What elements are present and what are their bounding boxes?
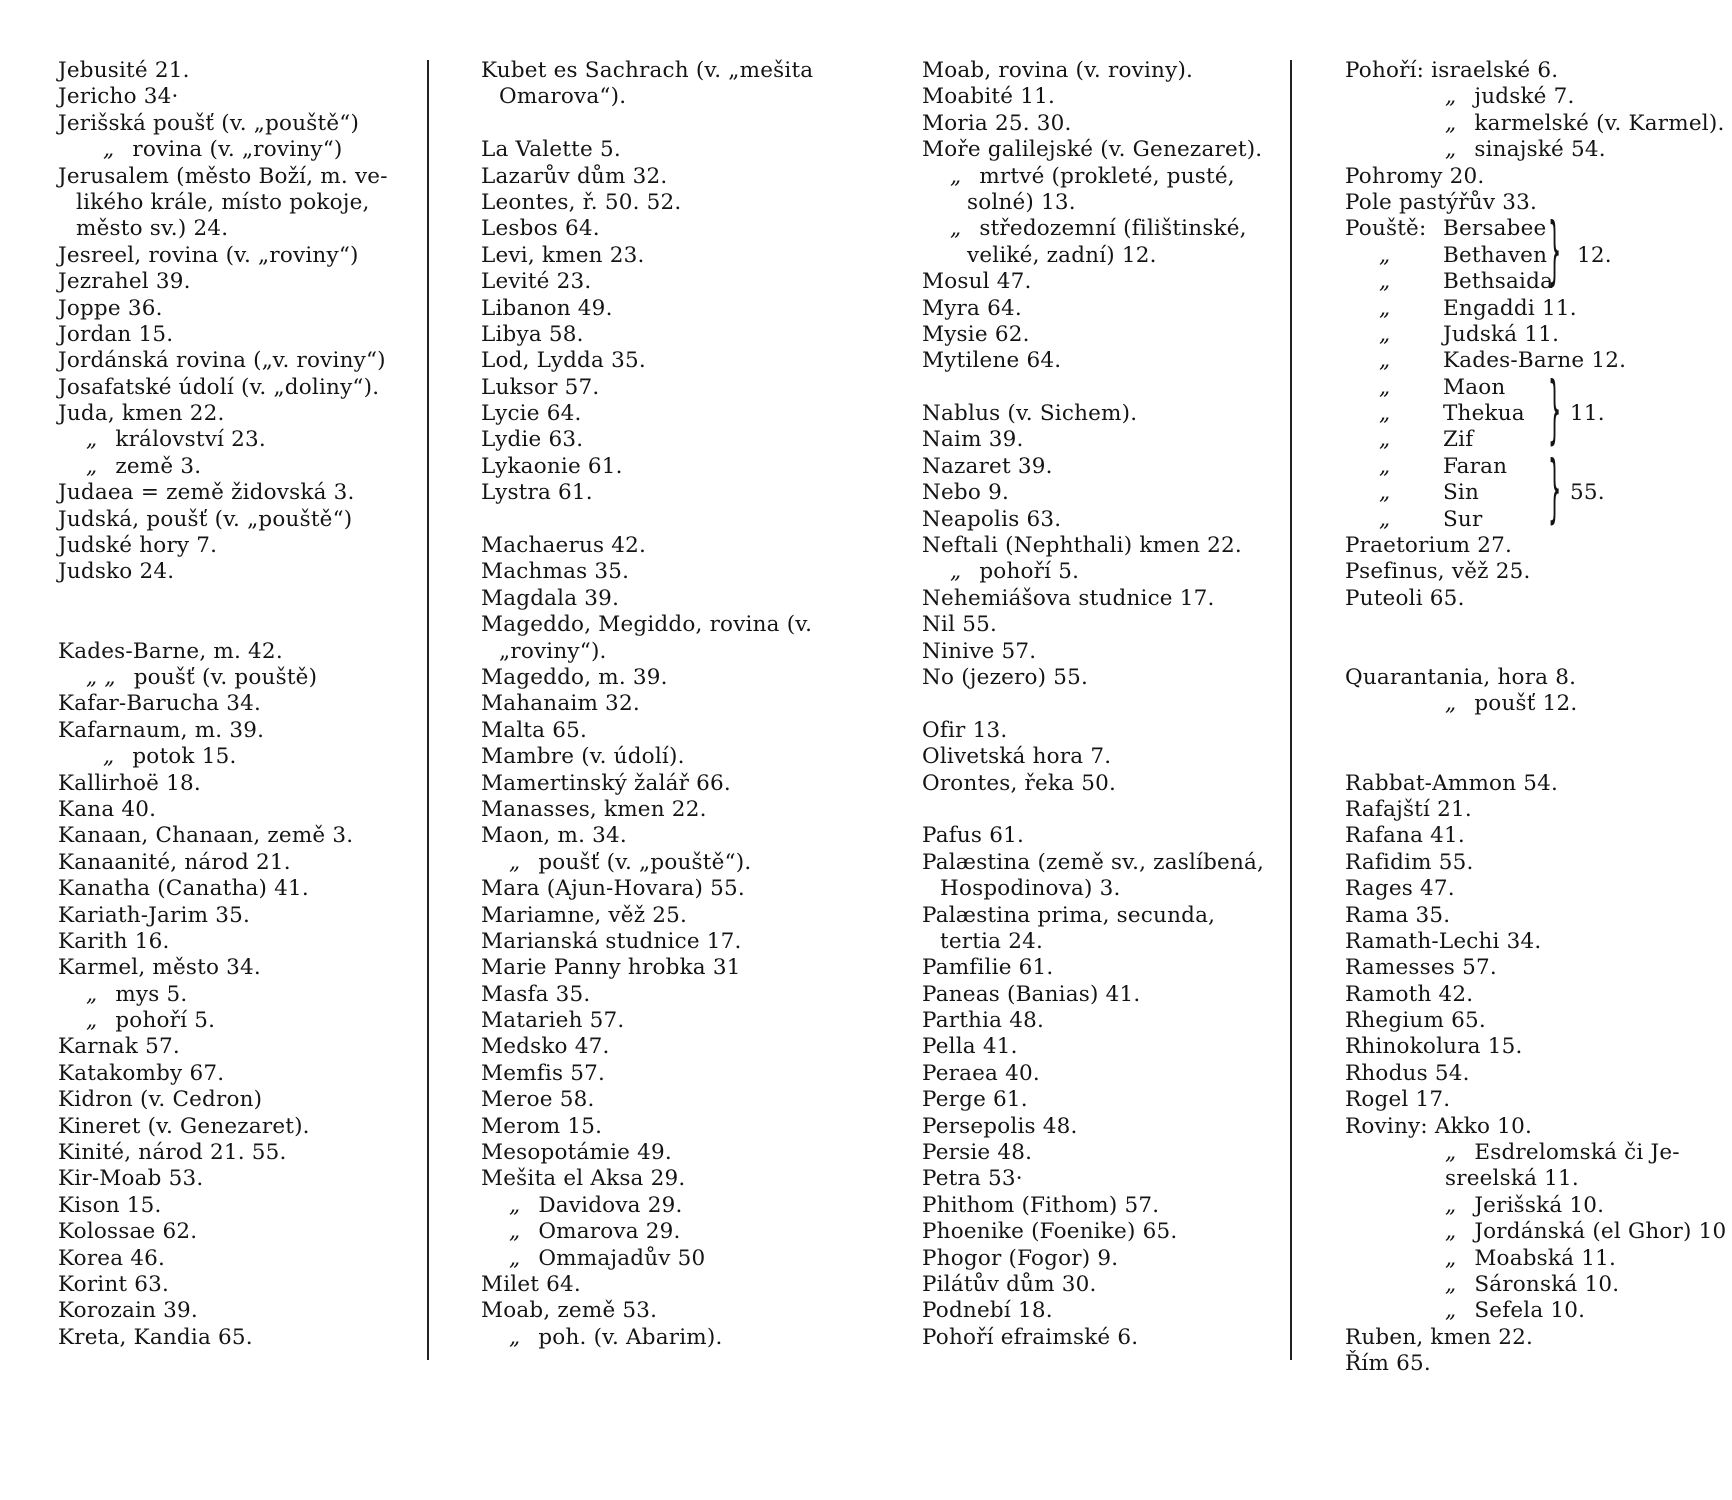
index-entry-text: karmelské (v. Karmel).	[1474, 110, 1725, 136]
index-entry-text: Judská 11.	[1443, 321, 1560, 347]
index-entry-text: Zif	[1443, 427, 1474, 453]
ditto-mark: „	[1379, 427, 1391, 453]
index-entry: Kanaan, Chanaan, země 3.	[58, 823, 354, 849]
index-entry: Řím 65.	[1345, 1351, 1431, 1377]
index-entry: Rafana 41.	[1345, 823, 1465, 849]
index-entry: Myra 64.	[922, 295, 1022, 321]
index-entry	[1345, 216, 1725, 242]
index-entry	[1345, 348, 1725, 374]
index-column-3	[922, 58, 1292, 1351]
index-entry	[1345, 480, 1725, 506]
index-entry: Judské hory 7.	[58, 533, 218, 559]
index-entry: Jezrahel 39.	[58, 269, 191, 295]
index-entry: Levi, kmen 23.	[481, 242, 645, 268]
index-entry: Jesreel, rovina (v. „roviny“)	[58, 242, 359, 268]
index-entry	[1345, 401, 1725, 427]
index-entry: Karnak 57.	[58, 1034, 180, 1060]
index-entry: Nazaret 39.	[922, 453, 1053, 479]
ditto-mark: „	[1445, 1140, 1457, 1166]
index-entry: Mamertinský žalář 66.	[481, 770, 731, 796]
index-entry: Psefinus, věž 25.	[1345, 559, 1531, 585]
index-entry: Pamfilie 61.	[922, 955, 1054, 981]
index-block-pouste	[1345, 210, 1725, 534]
index-entry-text: Hospodinova) 3.	[940, 876, 1121, 902]
index-entry: Merom 15.	[481, 1113, 603, 1139]
index-entry: Levité 23.	[481, 269, 592, 295]
index-entry-text: poušť (v. pouště)	[133, 664, 318, 690]
index-entry: Ninive 57.	[922, 638, 1037, 664]
index-entry: Judsko 24.	[58, 559, 175, 585]
index-entry: Jebusité 21.	[58, 58, 190, 83]
index-entry-text: země 3.	[115, 453, 202, 479]
index-entry: Josafatské údolí (v. „doliny“).	[58, 374, 380, 400]
index-entry	[922, 929, 1292, 955]
index-entry-text: poušť (v. „pouště“).	[538, 849, 752, 875]
index-entry	[922, 190, 1292, 216]
ditto-mark: „	[86, 981, 98, 1007]
index-entry	[922, 164, 1292, 190]
index-entry-text: Maon	[1443, 374, 1506, 400]
index-entry: Moab, země 53.	[481, 1298, 658, 1324]
index-entry-text: judské 7.	[1474, 84, 1575, 110]
index-entry: Lod, Lydda 35.	[481, 348, 646, 374]
ditto-mark: „	[1379, 348, 1391, 374]
index-entry: Kafarnaum, m. 39.	[58, 717, 265, 743]
index-entry	[58, 216, 418, 242]
index-entry: Masfa 35.	[481, 981, 591, 1007]
index-entry: La Valette 5.	[481, 137, 621, 163]
ditto-mark: „	[509, 1192, 521, 1218]
index-entry: Nablus (v. Sichem).	[922, 401, 1138, 427]
index-entry	[1345, 1193, 1725, 1219]
index-entry: Kades-Barne, m. 42.	[58, 638, 283, 664]
index-entry-text: mrtvé (prokleté, pusté,	[979, 163, 1235, 189]
ditto-mark: „	[509, 1219, 521, 1245]
index-entry-text: Ommajadův 50	[538, 1245, 706, 1271]
index-entry: Kir-Moab 53.	[58, 1166, 204, 1192]
index-entry-text: Omarova“).	[499, 84, 627, 110]
index-entry: Mageddo, Megiddo, rovina (v.	[481, 612, 813, 638]
blank-line	[1345, 639, 1725, 665]
blank-line	[481, 507, 853, 533]
index-entry: Juda, kmen 22.	[58, 401, 225, 427]
index-entry: Persepolis 48.	[922, 1113, 1078, 1139]
index-column-1	[58, 58, 418, 1351]
brace-page-ref: 11.	[1570, 401, 1605, 427]
index-entry: Puteoli 65.	[1345, 585, 1465, 611]
index-entry	[1345, 375, 1725, 401]
index-entry: Katakomby 67.	[58, 1060, 225, 1086]
index-entry	[1345, 243, 1725, 269]
ditto-mark: „	[1445, 1245, 1457, 1271]
index-entry: Marianská studnice 17.	[481, 928, 742, 954]
index-entry	[1345, 691, 1725, 717]
index-entry: Rogel 17.	[1345, 1087, 1451, 1113]
index-entry: No (jezero) 55.	[922, 664, 1089, 690]
index-entry: Paneas (Banias) 41.	[922, 981, 1141, 1007]
index-entry-text: likého krále, místo pokoje,	[76, 189, 370, 215]
index-entry: Maon, m. 34.	[481, 823, 627, 849]
index-entry	[922, 559, 1292, 585]
index-entry: Magdala 39.	[481, 585, 620, 611]
index-entry	[481, 1219, 853, 1245]
index-entry-text: Jordánská (el Ghor) 10	[1474, 1219, 1727, 1245]
index-entry: Phithom (Fithom) 57.	[922, 1192, 1160, 1218]
blank-line	[58, 586, 418, 612]
ditto-mark: „	[1445, 137, 1457, 163]
blank-line	[1345, 718, 1725, 744]
index-entry	[1345, 1298, 1725, 1324]
index-entry: Rabbat-Ammon 54.	[1345, 770, 1559, 796]
index-entry	[481, 850, 853, 876]
column-divider	[1290, 60, 1292, 1360]
index-entry	[922, 216, 1292, 242]
index-entry: Meroe 58.	[481, 1087, 595, 1113]
index-entry-text: veliké, zadní) 12.	[967, 242, 1157, 268]
index-entry: Quarantania, hora 8.	[1345, 664, 1577, 690]
index-block-p-r	[1345, 533, 1725, 1378]
index-entry: Mageddo, m. 39.	[481, 664, 668, 690]
ditto-mark: „	[509, 1324, 521, 1350]
index-entry	[1345, 1219, 1725, 1245]
index-entry-text: solné) 13.	[967, 189, 1076, 215]
index-entry-text: Bethsaida	[1443, 269, 1554, 295]
index-entry: Lazarův dům 32.	[481, 163, 668, 189]
index-entry: Kinité, národ 21. 55.	[58, 1140, 287, 1166]
index-entry: Pafus 61.	[922, 823, 1024, 849]
index-entry	[1345, 507, 1725, 533]
ditto-mark: „	[86, 427, 98, 453]
index-entry: Rafidim 55.	[1345, 849, 1474, 875]
blank-line	[1345, 612, 1725, 638]
index-entry: Ofir 13.	[922, 717, 1008, 743]
index-entry: Moře galilejské (v. Genezaret).	[922, 137, 1263, 163]
index-entry: Judská, poušť (v. „pouště“)	[58, 506, 353, 532]
ditto-mark: „	[1379, 453, 1391, 479]
brace-glyph: }	[1548, 448, 1562, 534]
index-entry	[1345, 296, 1725, 322]
index-entry: Rhinokolura 15.	[1345, 1034, 1523, 1060]
ditto-mark: „	[1445, 1271, 1457, 1297]
index-entry-text: Thekua	[1443, 401, 1525, 427]
index-entry	[481, 1193, 853, 1219]
ditto-mark: „	[1379, 374, 1391, 400]
index-entry: Kallirhoë 18.	[58, 770, 201, 796]
ditto-mark: „	[1379, 321, 1391, 347]
index-entry: Pohromy 20.	[1345, 163, 1485, 189]
index-entry: Karmel, město 34.	[58, 955, 261, 981]
index-entry: Rhegium 65.	[1345, 1008, 1486, 1034]
index-entry: Petra 53·	[922, 1166, 1023, 1192]
brace-glyph: }	[1548, 369, 1562, 454]
index-entry	[58, 665, 418, 691]
index-entry: Mariamne, věž 25.	[481, 902, 688, 928]
index-entry: Moab, rovina (v. roviny).	[922, 58, 1194, 83]
blank-line	[922, 691, 1292, 717]
index-entry-text: rovina (v. „roviny“)	[132, 137, 343, 163]
index-entry: Jerusalem (město Boží, m. ve-	[58, 163, 388, 189]
index-entry-text: království 23.	[115, 427, 266, 453]
index-entry: Kana 40.	[58, 796, 157, 822]
index-entry: Mesopotámie 49.	[481, 1140, 672, 1166]
blank-line	[922, 375, 1292, 401]
index-entry-text: pohoří 5.	[115, 1008, 216, 1034]
blank-line	[58, 612, 418, 638]
index-entry: Moabité 11.	[922, 84, 1056, 110]
brace-page-ref: 55.	[1570, 480, 1605, 506]
index-entry-text: mys 5.	[115, 981, 188, 1007]
index-entry	[1345, 111, 1725, 137]
index-entry: Kidron (v. Cedron)	[58, 1087, 263, 1113]
blank-line	[922, 797, 1292, 823]
blank-line	[481, 111, 853, 137]
brace-glyph: }	[1548, 210, 1562, 296]
index-entry: Ramoth 42.	[1345, 981, 1474, 1007]
ditto-mark: „	[1445, 84, 1457, 110]
index-entry: Neftali (Nephthali) kmen 22.	[922, 533, 1242, 559]
index-entry: Machaerus 42.	[481, 533, 647, 559]
index-entry: Machmas 35.	[481, 559, 630, 585]
index-entry: Kariath-Jarim 35.	[58, 902, 251, 928]
index-entry: Jordan 15.	[58, 321, 174, 347]
index-entry-text: Bersabee	[1443, 216, 1547, 242]
index-entry: Olivetská hora 7.	[922, 744, 1112, 770]
index-entry-text: Moabská 11.	[1474, 1245, 1616, 1271]
column-divider	[427, 60, 429, 1360]
ditto-mark: „	[1379, 269, 1391, 295]
index-block-pohori	[1345, 58, 1725, 216]
index-entry: Naim 39.	[922, 427, 1024, 453]
index-entry: Korint 63.	[58, 1271, 170, 1297]
index-entry	[58, 982, 418, 1008]
index-entry-text: Faran	[1443, 453, 1508, 479]
index-entry: Ramath-Lechi 34.	[1345, 928, 1542, 954]
index-entry-text: Omarova 29.	[538, 1219, 681, 1245]
index-entry	[1345, 1272, 1725, 1298]
index-entry: Parthia 48.	[922, 1008, 1045, 1034]
index-entry: Rafajští 21.	[1345, 796, 1472, 822]
index-entry: Pohoří efraimské 6.	[922, 1324, 1139, 1350]
brace-page-ref: 12.	[1577, 242, 1612, 268]
index-entry-text: Kades-Barne 12.	[1443, 348, 1627, 374]
index-entry-text: Sin	[1443, 480, 1480, 506]
index-entry: Nebo 9.	[922, 480, 1009, 506]
index-entry: Manasses, kmen 22.	[481, 796, 707, 822]
index-entry	[481, 1325, 853, 1351]
index-entry: Mosul 47.	[922, 269, 1032, 295]
ditto-mark: „	[509, 849, 521, 875]
index-entry	[481, 1246, 853, 1272]
ditto-mark: „	[950, 163, 962, 189]
index-entry: Joppe 36.	[58, 295, 163, 321]
index-entry: Jordánská rovina („v. roviny“)	[58, 348, 386, 374]
index-entry: Palæstina prima, secunda,	[922, 902, 1216, 928]
ditto-mark: „ „	[86, 664, 116, 690]
index-column-4	[1345, 58, 1725, 1378]
index-entry-text: Bethaven	[1443, 242, 1548, 268]
index-entry: Kolossae 62.	[58, 1219, 198, 1245]
index-entry: Moria 25. 30.	[922, 110, 1072, 136]
index-entry: Leontes, ř. 50. 52.	[481, 189, 682, 215]
index-entry: Karith 16.	[58, 928, 170, 954]
index-entry: Matarieh 57.	[481, 1008, 625, 1034]
index-entry: Mahanaim 32.	[481, 691, 640, 717]
index-entry: Mysie 62.	[922, 321, 1030, 347]
index-entry	[58, 454, 418, 480]
index-entry: Korea 46.	[58, 1245, 166, 1271]
index-entry	[922, 243, 1292, 269]
index-entry: Phogor (Fogor) 9.	[922, 1245, 1119, 1271]
index-entry: Lesbos 64.	[481, 216, 600, 242]
index-entry: Pilátův dům 30.	[922, 1271, 1097, 1297]
index-entry: Perge 61.	[922, 1087, 1028, 1113]
index-entry	[922, 876, 1292, 902]
index-entry: Kanaanité, národ 21.	[58, 849, 291, 875]
index-entry-text: „roviny“).	[499, 638, 607, 664]
index-entry: Mara (Ajun-Hovara) 55.	[481, 876, 745, 902]
index-entry-text: tertia 24.	[940, 928, 1044, 954]
index-entry	[1345, 1166, 1725, 1192]
index-entry: Persie 48.	[922, 1140, 1033, 1166]
index-entry: Kubet es Sachrach (v. „mešita	[481, 58, 814, 83]
index-entry	[58, 744, 418, 770]
index-entry	[1345, 427, 1725, 453]
index-entry: Nehemiášova studnice 17.	[922, 585, 1215, 611]
index-entry	[58, 1008, 418, 1034]
ditto-mark: „	[1379, 242, 1391, 268]
index-entry	[481, 639, 853, 665]
ditto-mark: „	[1445, 1298, 1457, 1324]
index-entry	[58, 427, 418, 453]
ditto-mark: „	[509, 1245, 521, 1271]
index-entry-text: potok 15.	[132, 744, 237, 770]
index-entry-text: sreelská 11.	[1445, 1166, 1579, 1192]
index-entry: Praetorium 27.	[1345, 533, 1513, 559]
index-entry-text: Esdrelomská či Je-	[1474, 1140, 1680, 1166]
index-entry: Pohoří: israelské 6.	[1345, 58, 1559, 83]
index-entry: Kanatha (Canatha) 41.	[58, 876, 309, 902]
index-entry: Medsko 47.	[481, 1034, 610, 1060]
index-entry: Memfis 57.	[481, 1060, 606, 1086]
index-entry-text: Sefela 10.	[1474, 1298, 1586, 1324]
index-entry: Malta 65.	[481, 717, 587, 743]
index-entry: Luksor 57.	[481, 374, 600, 400]
index-entry-text: sinajské 54.	[1474, 137, 1606, 163]
ditto-mark: „	[1379, 506, 1391, 532]
index-entry	[1345, 1140, 1725, 1166]
ditto-mark: „	[103, 137, 115, 163]
index-entry	[1345, 137, 1725, 163]
index-entry: Libya 58.	[481, 321, 584, 347]
index-entry-text: Jerišská 10.	[1474, 1192, 1605, 1218]
index-entry: Korozain 39.	[58, 1298, 198, 1324]
ditto-mark: „	[86, 453, 98, 479]
ditto-mark: „	[1379, 295, 1391, 321]
index-entry-text: město sv.) 24.	[76, 216, 229, 242]
index-entry: Neapolis 63.	[922, 506, 1062, 532]
ditto-mark: „	[86, 1008, 98, 1034]
index-entry: Lydie 63.	[481, 427, 584, 453]
index-entry: Jericho 34·	[58, 84, 179, 110]
ditto-mark: „	[1445, 691, 1457, 717]
index-entry	[1345, 454, 1725, 480]
index-entry	[481, 84, 853, 110]
index-entry: Lycie 64.	[481, 401, 582, 427]
index-entry: Marie Panny hrobka 31	[481, 955, 741, 981]
index-entry: Pella 41.	[922, 1034, 1018, 1060]
ditto-mark: „	[1379, 480, 1391, 506]
index-entry: Kreta, Kandia 65.	[58, 1324, 253, 1350]
index-entry: Kison 15.	[58, 1192, 162, 1218]
index-entry: Kafar-Barucha 34.	[58, 691, 262, 717]
index-entry: Podnebí 18.	[922, 1298, 1053, 1324]
index-entry: Judaea = země židovská 3.	[58, 480, 355, 506]
ditto-mark: „	[103, 744, 115, 770]
index-entry	[1345, 269, 1725, 295]
ditto-mark: „	[1445, 110, 1457, 136]
index-entry: Milet 64.	[481, 1271, 581, 1297]
index-entry: Pole pastýřův 33.	[1345, 189, 1538, 215]
index-entry: Rama 35.	[1345, 902, 1451, 928]
index-entry: Mešita el Aksa 29.	[481, 1166, 686, 1192]
index-entry: Palæstina (země sv., zaslíbená,	[922, 849, 1265, 875]
index-entry-text: poh. (v. Abarim).	[538, 1324, 723, 1350]
index-entry	[58, 137, 418, 163]
index-entry-text: Davidova 29.	[538, 1192, 683, 1218]
index-entry: Rages 47.	[1345, 876, 1455, 902]
index-entry: Mytilene 64.	[922, 348, 1062, 374]
index-entry: Roviny: Akko 10.	[1345, 1113, 1532, 1139]
index-entry	[58, 190, 418, 216]
ditto-mark: „	[1445, 1192, 1457, 1218]
entry-heading: Pouště:	[1345, 216, 1427, 242]
ditto-mark: „	[950, 559, 962, 585]
index-entry: Orontes, řeka 50.	[922, 770, 1117, 796]
index-entry: Ruben, kmen 22.	[1345, 1324, 1534, 1350]
index-entry: Ramesses 57.	[1345, 955, 1497, 981]
ditto-mark: „	[950, 216, 962, 242]
index-entry-text: Sur	[1443, 506, 1483, 532]
index-entry	[1345, 1246, 1725, 1272]
index-entry: Libanon 49.	[481, 295, 613, 321]
index-column-2	[481, 58, 853, 1351]
index-entry: Kineret (v. Genezaret).	[58, 1113, 310, 1139]
index-entry: Lystra 61.	[481, 480, 593, 506]
index-entry	[1345, 84, 1725, 110]
index-entry-text: Sáronská 10.	[1474, 1271, 1620, 1297]
index-entry: Rhodus 54.	[1345, 1060, 1470, 1086]
ditto-mark: „	[1445, 1219, 1457, 1245]
index-entry: Phoenike (Foenike) 65.	[922, 1219, 1178, 1245]
index-entry-text: poušť 12.	[1474, 691, 1578, 717]
index-entry: Mambre (v. údolí).	[481, 744, 685, 770]
index-entry	[1345, 322, 1725, 348]
ditto-mark: „	[1379, 401, 1391, 427]
blank-line	[1345, 744, 1725, 770]
index-entry-text: Engaddi 11.	[1443, 295, 1577, 321]
index-entry: Jerišská poušť (v. „pouště“)	[58, 110, 360, 136]
index-entry-text: středozemní (filištinské,	[979, 216, 1247, 242]
index-entry: Peraea 40.	[922, 1060, 1040, 1086]
index-entry-text: pohoří 5.	[979, 559, 1080, 585]
index-entry: Nil 55.	[922, 612, 997, 638]
index-entry: Lykaonie 61.	[481, 453, 623, 479]
